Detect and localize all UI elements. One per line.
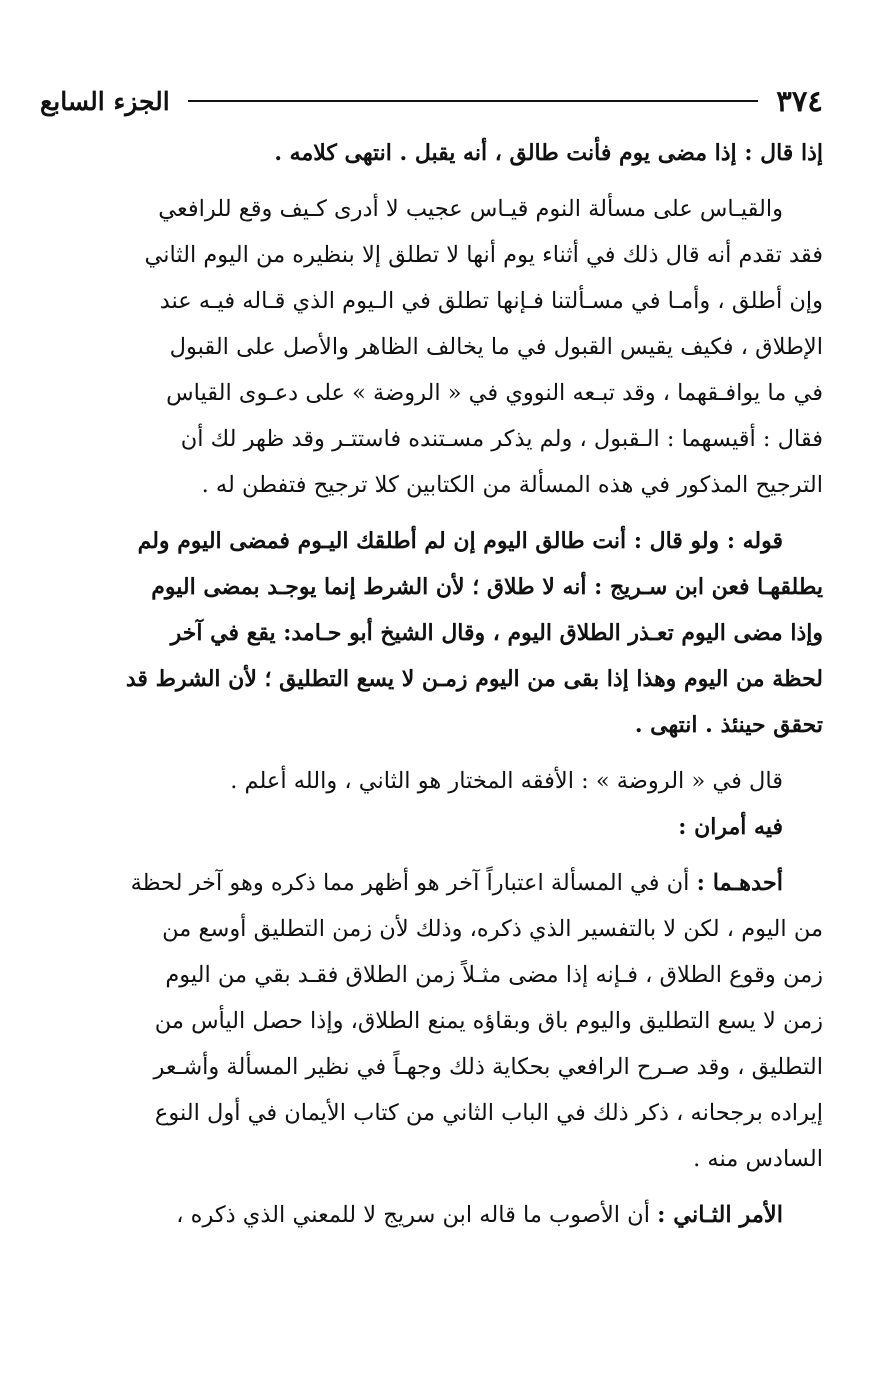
- running-head: الجزء السابع: [40, 86, 170, 116]
- text-line: الترجيح المذكور في هذه المسألة من الكتابين كلا ترجيح فتفطن له .: [201, 472, 823, 498]
- text-run: أن في المسألة اعتباراً آخر هو أظهر مما ذكره وهو آخر لحظة: [130, 870, 697, 896]
- text-line: يطلقهـا فعن ابن سـريج : أنه لا طلاق ؛ لأن الشرط إنما يوجـد بمضى اليوم: [151, 574, 823, 600]
- text-line: في ما يوافـقهما ، وقد تبـعه النووي في « الروضة » على دعـوى القياس: [166, 380, 823, 406]
- text-line: وإن أطلق ، وأمـا في مسـألتنا فـإنها تطلق في الـيوم الذي قـاله فيـه عند: [159, 288, 823, 314]
- paragraph-gap: [40, 176, 823, 186]
- page-header: [40, 78, 823, 124]
- book-page: [40, 78, 823, 1238]
- text-line: تحقق حينئذ . انتهى .: [634, 712, 823, 738]
- text-line: إذا قال : إذا مضى يوم فأنت طالق ، أنه يقبل . انتهى كلامه .: [274, 140, 823, 166]
- page-number: ٣٧٤: [776, 84, 823, 118]
- text-line: قال في « الروضة » : الأفقه المختار هو الثاني ، والله أعلم .: [230, 768, 783, 794]
- text-line: فقال : أقيسهما : الـقبول ، ولم يذكر مسـتنده فاستتـر وقد ظهر لك أن: [180, 426, 823, 452]
- paragraph-gap: [40, 1182, 823, 1192]
- text-line: والقيـاس على مسألة النوم قيـاس عجيب لا أدرى كـيف وقع للرافعي: [158, 196, 783, 222]
- text-line: زمن وقوع الطلاق ، فـإنه إذا مضى مثـلاً زمن الطلاق فقـد بقي من اليوم: [165, 962, 823, 988]
- text-line: [40, 860, 823, 906]
- point-heading: أحدهـما :: [696, 870, 783, 896]
- point-heading: الأمر الثـاني :: [657, 1202, 783, 1228]
- header-rule: [188, 100, 759, 102]
- text-line: فقد تقدم أنه قال ذلك في أثناء يوم أنها لا تطلق إلا بنظيره من اليوم الثاني: [144, 242, 823, 268]
- text-line: السادس منه .: [693, 1146, 823, 1172]
- text-line: فيه أمران :: [678, 814, 783, 840]
- text-line: زمن لا يسع التطليق واليوم باق وبقاؤه يمنع الطلاق، وإذا حصل اليأس من: [154, 1008, 823, 1034]
- text-line: الإطلاق ، فكيف يقيس القبول في ما يخالف الظاهر والأصل على القبول: [169, 334, 823, 360]
- paragraph-gap: [40, 748, 823, 758]
- text-line: وإذا مضى اليوم تعـذر الطلاق اليوم ، وقال الشيخ أبو حـامد: يقع في آخر: [170, 620, 823, 646]
- text-run: أن الأصوب ما قاله ابن سريج لا للمعني الذي ذكره ،: [176, 1202, 658, 1228]
- text-line: قوله : ولو قال : أنت طالق اليوم إن لم أطلقك اليـوم فمضى اليوم ولم: [137, 528, 783, 554]
- text-line: التطليق ، وقد صـرح الرافعي بحكاية ذلك وجهـاً في نظير المسألة وأشـعر: [153, 1054, 823, 1080]
- text-line: من اليوم ، لكن لا بالتفسير الذي ذكره، وذلك لأن زمن التطليق أوسع من: [162, 916, 823, 942]
- paragraph-gap: [40, 508, 823, 518]
- text-line: [40, 1192, 823, 1238]
- paragraph-gap: [40, 850, 823, 860]
- text-line: إيراده برجحانه ، ذكر ذلك في الباب الثاني من كتاب الأيمان في أول النوع: [154, 1100, 823, 1126]
- text-line: لحظة من اليوم وهذا إذا بقى من اليوم زمـن لا يسع التطليق ؛ لأن الشرط قد: [125, 666, 823, 692]
